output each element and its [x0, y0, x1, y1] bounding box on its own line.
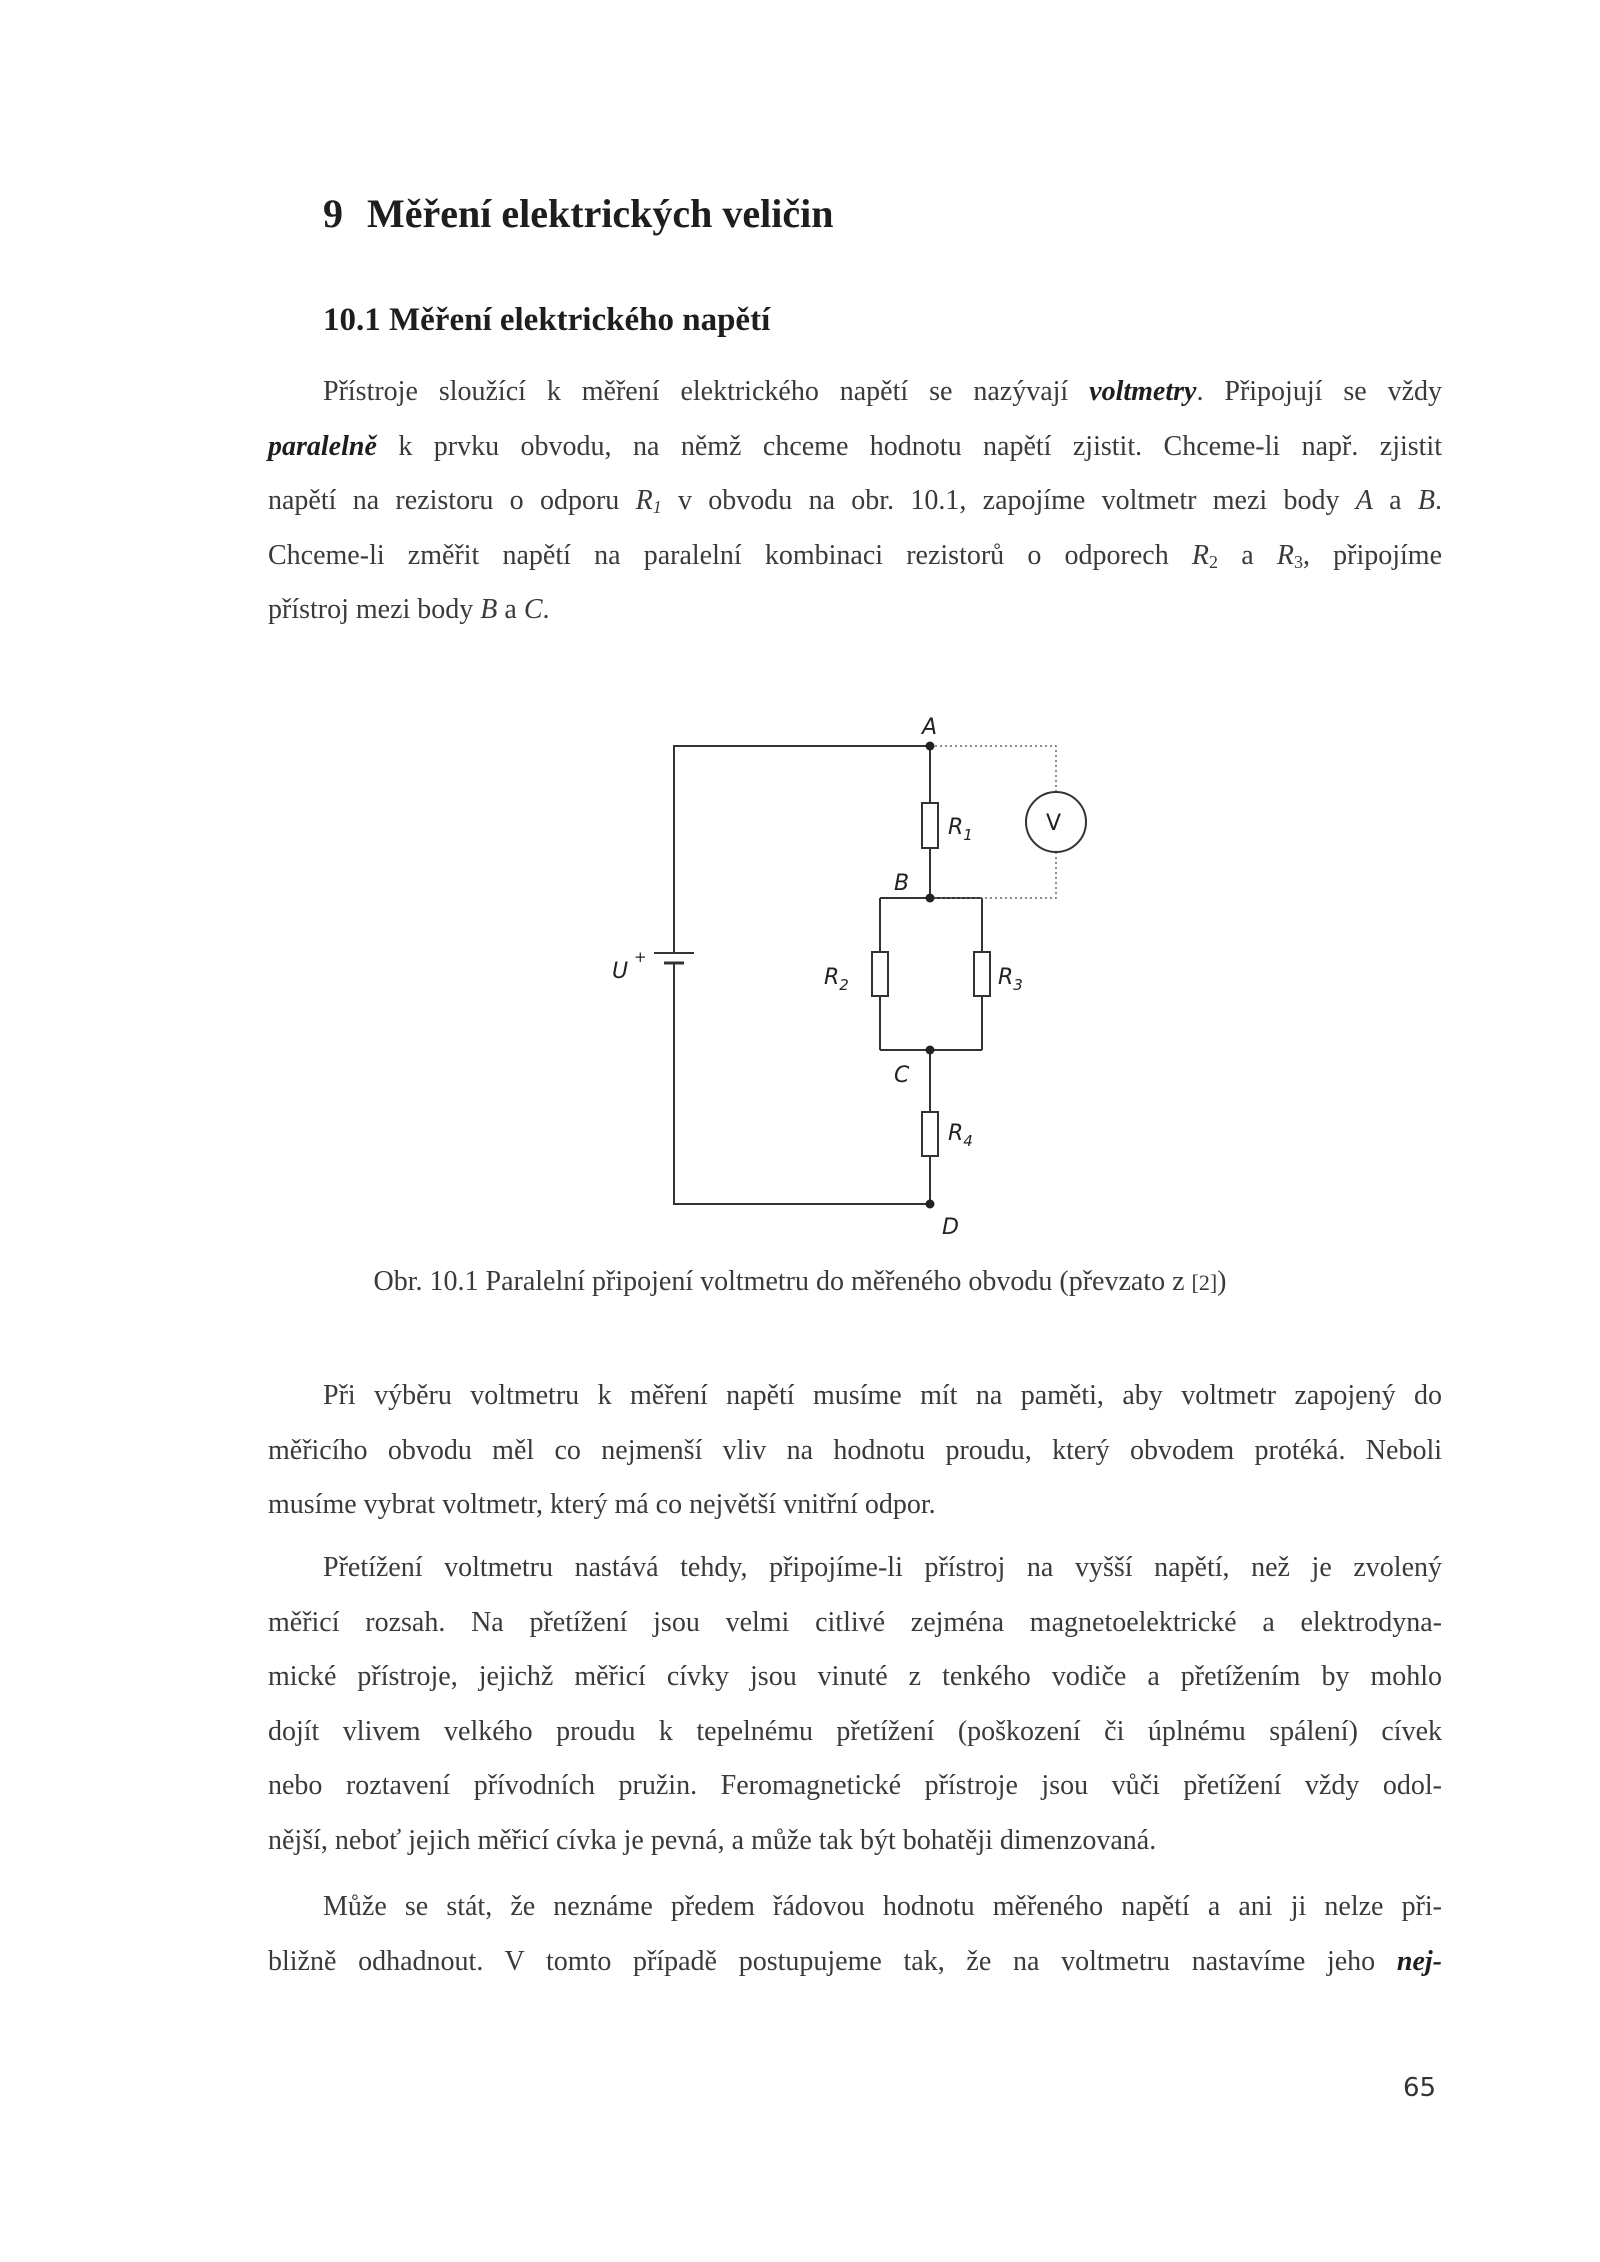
voltmeter-lead-b — [930, 852, 1056, 898]
label-c: C — [894, 1063, 910, 1088]
text-line: napětí na rezistoru o odporu $R_1$ v obvodu na obr. 10.1, zapojíme voltmetr mezi body A a B. — [268, 485, 1442, 517]
page-number: 65 — [1403, 2073, 1437, 2103]
label-r1: $R_1$ — [948, 815, 973, 844]
label-r4: $R_4$ — [948, 1121, 973, 1150]
chapter-heading — [323, 190, 834, 237]
paragraph-intro — [268, 365, 1442, 638]
voltmeter-lead-a — [930, 746, 1056, 792]
text-line: musíme vybrat voltmetr, který má co největší vnitřní odpor. — [268, 1489, 936, 1520]
text-line: Přetížení voltmetru nastává tehdy, připojíme-li přístroj na vyšší napětí, než je zvolený — [323, 1552, 1442, 1583]
label-r2: $R_2$ — [824, 965, 849, 994]
wire-bottom — [674, 993, 930, 1204]
circuit-diagram — [612, 700, 1120, 1240]
chapter-title: Měření elektrických veličin — [367, 191, 834, 236]
label-r3: $R_3$ — [998, 965, 1023, 994]
text-line: Chceme-li změřit napětí na paralelní kombinaci rezistorů o odporech $R_2$ a $R_3$, připojíme — [268, 539, 1442, 572]
term-nej: nej- — [1396, 1945, 1442, 1977]
node-a — [926, 742, 935, 751]
text-line: dojít vlivem velkého proudu k tepelnému přetížení (poškození či úplnému spálení) cívek — [268, 1715, 1442, 1747]
text-line: přístroj mezi body B a C. — [268, 594, 550, 625]
chapter-number: 9 — [323, 191, 343, 236]
paragraph-range — [268, 1880, 1442, 1989]
wire-top — [674, 746, 930, 915]
node-d — [926, 1200, 935, 1209]
text-line: Při výběru voltmetru k měření napětí musíme mít na paměti, aby voltmetr zapojený do — [323, 1380, 1442, 1411]
text-line: mické přístroje, jejichž měřicí cívky jsou vinuté z tenkého vodiče a přetížením by mohlo — [268, 1661, 1442, 1692]
label-plus: + — [634, 948, 647, 966]
text-line: nebo roztavení přívodních pružin. Feromagnetické přístroje jsou vůči přetížení vždy odol- — [268, 1770, 1442, 1801]
text-line: měřicí rozsah. Na přetížení jsou velmi citlivé zejména magnetoelektrické a elektrodyna- — [268, 1606, 1442, 1638]
term-paralelne: paralelně — [268, 430, 377, 462]
text-line: Může se stát, že neznáme předem řádovou hodnotu měřeného napětí a ani ji nelze při- — [323, 1891, 1442, 1922]
label-d: D — [942, 1215, 959, 1240]
label-b: B — [894, 871, 910, 896]
resistor-r2 — [872, 952, 888, 996]
text-line: paralelně k prvku obvodu, na němž chceme hodnotu napětí zjistit. Chceme-li např. zjistit — [268, 430, 1442, 462]
label-a: A — [922, 715, 938, 740]
text-line: Přístroje sloužící k měření elektrického napětí se nazývají voltmetry. Připojují se vždy — [323, 376, 1443, 407]
term-voltmetry: voltmetry — [1089, 376, 1197, 407]
section-heading: 10.1 Měření elektrického napětí — [323, 302, 771, 338]
citation-ref: [2] — [1191, 1270, 1218, 1295]
resistor-r4 — [922, 1112, 938, 1156]
text-line: nější, neboť jejich měřicí cívka je pevná, a může tak být bohatěji dimenzovaná. — [268, 1824, 1157, 1856]
figure-caption: Obr. 10.1 Paralelní připojení voltmetru do měřeného obvodu (převzato z [2]) — [373, 1266, 1227, 1297]
resistor-r1 — [922, 803, 938, 848]
node-b — [926, 894, 935, 903]
label-u: U — [612, 959, 629, 984]
node-c — [926, 1046, 935, 1055]
paragraph-selection — [268, 1369, 1442, 1533]
label-v: V — [1046, 811, 1062, 836]
text-line: bližně odhadnout. V tomto případě postupujeme tak, že na voltmetru nastavíme jeho nej- — [268, 1945, 1442, 1977]
resistor-r3 — [974, 952, 990, 996]
text-line: měřicího obvodu měl co nejmenší vliv na hodnotu proudu, který obvodem protéká. Neboli — [268, 1434, 1442, 1466]
paragraph-overload — [268, 1541, 1442, 1868]
